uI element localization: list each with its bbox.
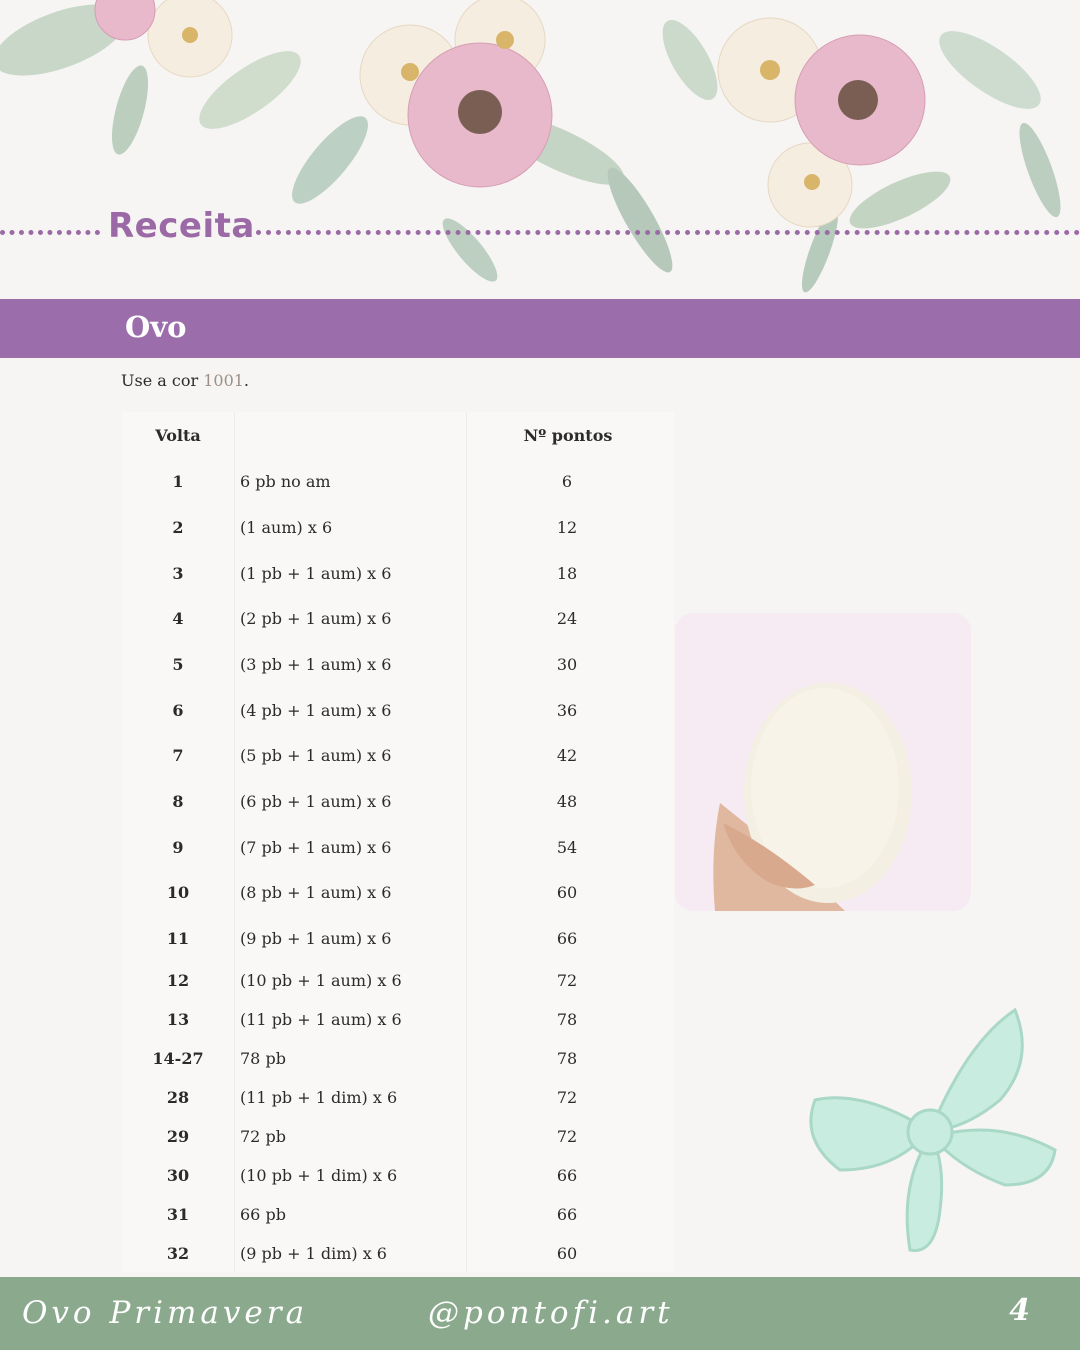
egg-photo bbox=[675, 613, 971, 911]
table-row bbox=[122, 971, 674, 1001]
table-row bbox=[122, 1010, 674, 1040]
round-instruction: (3 pb + 1 aum) x 6 bbox=[240, 655, 392, 674]
stitch-count: 24 bbox=[556, 609, 578, 628]
table-row bbox=[122, 655, 674, 685]
round-instruction: (5 pb + 1 aum) x 6 bbox=[240, 746, 392, 765]
stitch-count: 78 bbox=[556, 1049, 578, 1068]
stitch-count: 6 bbox=[561, 472, 573, 491]
round-instruction: (4 pb + 1 aum) x 6 bbox=[240, 701, 392, 720]
round-number: 9 bbox=[172, 838, 184, 857]
round-instruction: 66 pb bbox=[240, 1205, 286, 1224]
band-title: Ovo bbox=[125, 310, 187, 344]
table-row bbox=[122, 472, 674, 502]
table-row bbox=[122, 883, 674, 913]
round-instruction: (9 pb + 1 aum) x 6 bbox=[240, 929, 392, 948]
round-instruction: 72 pb bbox=[240, 1127, 286, 1146]
round-instruction: (10 pb + 1 aum) x 6 bbox=[240, 971, 402, 990]
header-count: Nº pontos bbox=[523, 426, 613, 445]
round-number: 1 bbox=[172, 472, 184, 491]
round-instruction: (7 pb + 1 aum) x 6 bbox=[240, 838, 392, 857]
table-row bbox=[122, 1088, 674, 1118]
round-number: 8 bbox=[172, 792, 184, 811]
page-number: 4 bbox=[1009, 1293, 1030, 1328]
stitch-count: 48 bbox=[556, 792, 578, 811]
round-number: 31 bbox=[166, 1205, 190, 1224]
round-number: 2 bbox=[172, 518, 184, 537]
table-row bbox=[122, 564, 674, 594]
round-number: 32 bbox=[166, 1244, 190, 1263]
round-instruction: (10 pb + 1 dim) x 6 bbox=[240, 1166, 398, 1185]
stitch-count: 18 bbox=[556, 564, 578, 583]
table-row bbox=[122, 838, 674, 868]
dotted-rule-left bbox=[0, 230, 100, 235]
footer-handle: @pontofi.art bbox=[428, 1295, 674, 1331]
section-label-row bbox=[0, 204, 1080, 256]
dotted-rule-right bbox=[256, 230, 1080, 235]
crochet-bow-decoration bbox=[800, 1000, 1065, 1260]
table-row bbox=[122, 1244, 674, 1274]
round-instruction: (11 pb + 1 dim) x 6 bbox=[240, 1088, 398, 1107]
round-number: 30 bbox=[166, 1166, 190, 1185]
stitch-count: 36 bbox=[556, 701, 578, 720]
round-number: 3 bbox=[172, 564, 184, 583]
table-row bbox=[122, 1205, 674, 1235]
stitch-count: 66 bbox=[556, 1205, 578, 1224]
round-instruction: (1 aum) x 6 bbox=[240, 518, 333, 537]
round-instruction: 78 pb bbox=[240, 1049, 286, 1068]
round-number: 13 bbox=[166, 1010, 190, 1029]
round-instruction: (11 pb + 1 aum) x 6 bbox=[240, 1010, 402, 1029]
table-row bbox=[122, 1166, 674, 1196]
intro-prefix: Use a cor bbox=[121, 371, 204, 390]
round-number: 6 bbox=[172, 701, 184, 720]
round-number: 12 bbox=[166, 971, 190, 990]
stitch-count: 54 bbox=[556, 838, 578, 857]
table-row bbox=[122, 609, 674, 639]
footer-bar bbox=[0, 1277, 1080, 1350]
intro-text bbox=[121, 371, 249, 390]
round-number: 29 bbox=[166, 1127, 190, 1146]
title-band bbox=[0, 299, 1080, 358]
round-instruction: (9 pb + 1 dim) x 6 bbox=[240, 1244, 387, 1263]
header-round: Volta bbox=[155, 426, 201, 445]
color-code: 1001 bbox=[203, 371, 244, 390]
round-number: 28 bbox=[166, 1088, 190, 1107]
table-row bbox=[122, 746, 674, 776]
stitch-count: 60 bbox=[556, 883, 578, 902]
stitch-count: 72 bbox=[556, 971, 578, 990]
stitch-count: 60 bbox=[556, 1244, 578, 1263]
table-row bbox=[122, 792, 674, 822]
round-number: 5 bbox=[172, 655, 184, 674]
round-number: 14-27 bbox=[152, 1049, 204, 1068]
section-label: Receita bbox=[108, 206, 255, 246]
round-number: 11 bbox=[166, 929, 190, 948]
table-row bbox=[122, 929, 674, 959]
round-number: 10 bbox=[166, 883, 190, 902]
table-row bbox=[122, 518, 674, 548]
stitch-count: 72 bbox=[556, 1127, 578, 1146]
table-row bbox=[122, 701, 674, 731]
round-number: 7 bbox=[172, 746, 184, 765]
stitch-count: 78 bbox=[556, 1010, 578, 1029]
table-row bbox=[122, 1049, 674, 1079]
stitch-count: 30 bbox=[556, 655, 578, 674]
table-row bbox=[122, 1127, 674, 1157]
stitch-count: 66 bbox=[556, 1166, 578, 1185]
round-instruction: 6 pb no am bbox=[240, 472, 331, 491]
stitch-count: 12 bbox=[556, 518, 578, 537]
stitch-count: 66 bbox=[556, 929, 578, 948]
footer-title: Ovo Primavera bbox=[22, 1295, 309, 1331]
round-instruction: (8 pb + 1 aum) x 6 bbox=[240, 883, 392, 902]
round-number: 4 bbox=[172, 609, 184, 628]
stitch-count: 72 bbox=[556, 1088, 578, 1107]
round-instruction: (2 pb + 1 aum) x 6 bbox=[240, 609, 392, 628]
round-instruction: (1 pb + 1 aum) x 6 bbox=[240, 564, 392, 583]
floral-decoration bbox=[0, 0, 1080, 330]
egg-photo-image bbox=[675, 613, 971, 911]
intro-suffix: . bbox=[243, 371, 250, 390]
round-instruction: (6 pb + 1 aum) x 6 bbox=[240, 792, 392, 811]
stitch-count: 42 bbox=[556, 746, 578, 765]
